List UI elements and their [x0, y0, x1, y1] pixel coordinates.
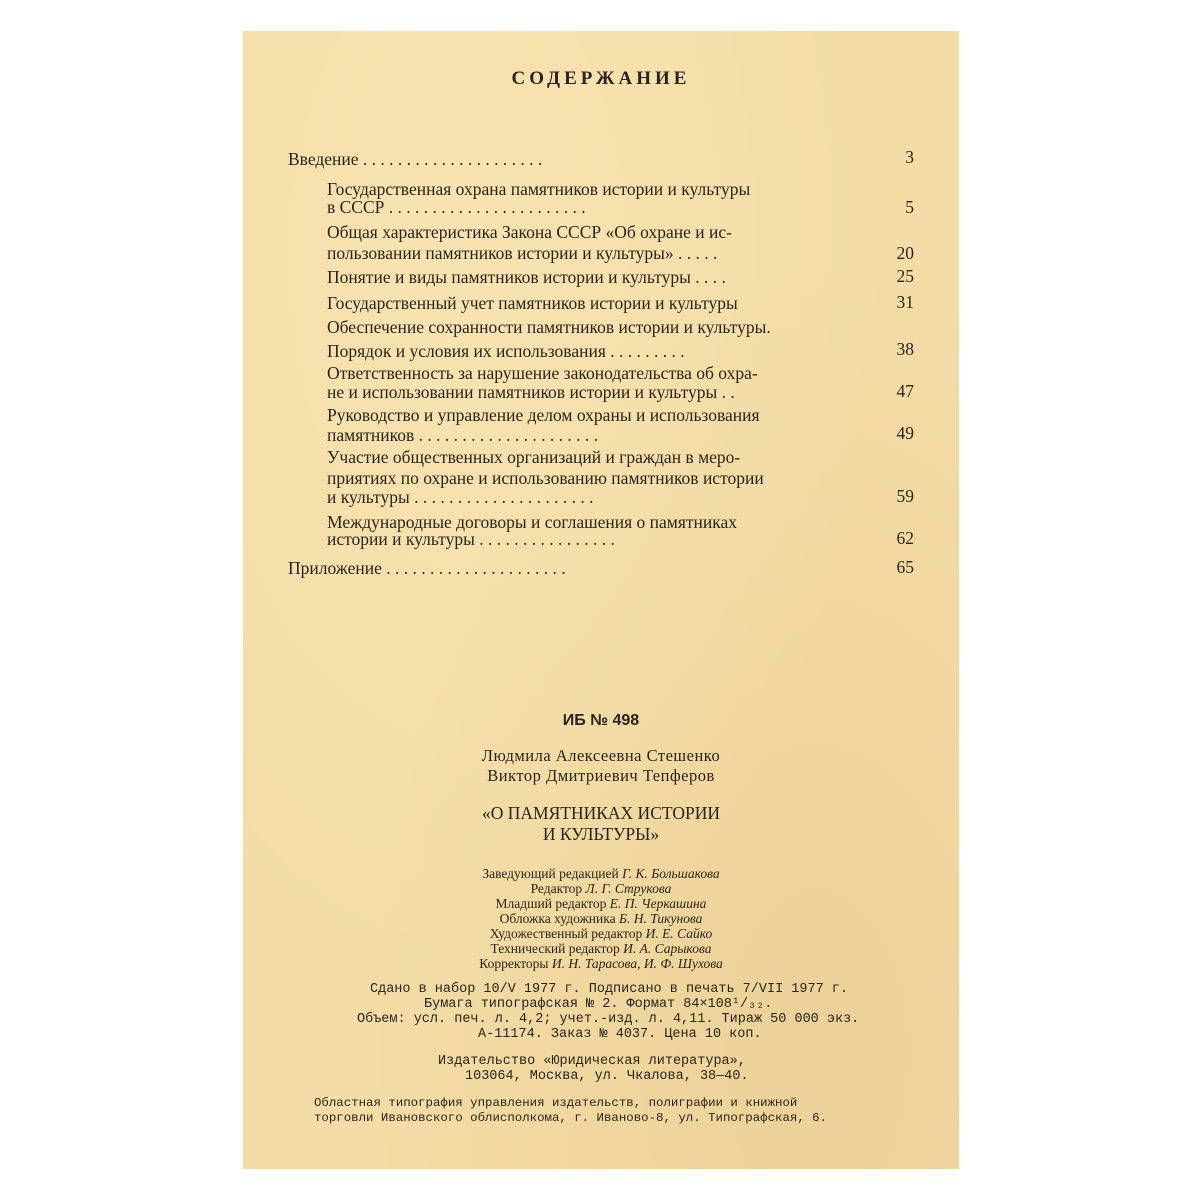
toc-page-number: 62 [896, 528, 914, 548]
toc-entry-text: пользовании памятников истории и культуры» . . . . . [327, 243, 718, 263]
credit-role: Обложка художника [499, 911, 616, 926]
toc-entry-text: не и использовании памятников истории и культуры . . [327, 382, 735, 402]
credit-line [243, 956, 959, 972]
toc-page-number: 65 [896, 557, 914, 577]
ib-number: ИБ № 498 [562, 712, 640, 729]
toc-entry-text: Государственная охрана памятников истории и культуры [327, 179, 751, 199]
toc-entry-text: истории и культуры . . . . . . . . . . . . . . . . [327, 529, 615, 549]
publisher-line: 103064, Москва, ул. Чкалова, 38—40. [465, 1069, 749, 1084]
publisher-line: Издательство «Юридическая литература», [438, 1054, 746, 1069]
credit-line [243, 866, 959, 882]
toc-entry-text: Участие общественных организаций и граждан в меро- [327, 447, 741, 467]
toc-page-number: 5 [905, 197, 914, 217]
print-info-line: Сдано в набор 10/V 1977 г. Подписано в печать 7/VII 1977 г. [370, 982, 848, 997]
toc-entry-text: Ответственность за нарушение законодательства об охра- [327, 363, 758, 383]
printer-line: Областная типография управления издательств, полиграфии и книжной [314, 1096, 798, 1110]
credit-name: И. А. Сарыкова [623, 941, 712, 956]
page-title: СОДЕРЖАНИЕ [511, 68, 691, 89]
print-info-line: Бумага типографская № 2. Формат 84×108¹/₃₂. [424, 997, 773, 1012]
credit-name: И. Н. Тарасова, И. Ф. Шухова [551, 956, 723, 971]
toc-page-number: 25 [896, 266, 914, 286]
credit-role: Младший редактор [495, 896, 607, 911]
toc-entry-introduction: Введение . . . . . . . . . . . . . . . . . . . . . [288, 149, 543, 169]
toc-page-number: 38 [896, 339, 914, 359]
credit-line [243, 911, 959, 927]
toc-entry-text: Государственный учет памятников истории и культуры [327, 293, 738, 313]
toc-page-number: 31 [896, 292, 914, 312]
toc-entry-text: Понятие и виды памятников истории и культуры . . . . [327, 267, 726, 287]
credit-name: Л. Г. Струкова [585, 881, 672, 896]
author-name: Людмила Алексеевна Стешенко [481, 746, 721, 765]
toc-entry-text: памятников . . . . . . . . . . . . . . . . . . . . . [327, 425, 599, 445]
credit-line [243, 896, 959, 912]
toc-page-number: 20 [896, 243, 914, 263]
credit-role: Корректоры [479, 956, 549, 971]
toc-entry-text: приятиях по охране и использованию памятников истории [327, 468, 764, 488]
toc-entry-text: Международные договоры и соглашения о памятниках [327, 512, 738, 532]
print-info-line: А-11174. Заказ № 4037. Цена 10 коп. [478, 1027, 762, 1042]
book-title-line: И КУЛЬТУРЫ» [542, 824, 660, 844]
toc-page-number: 49 [896, 423, 914, 443]
book-title-line: «О ПАМЯТНИКАХ ИСТОРИИ [482, 803, 720, 823]
credit-line [243, 926, 959, 942]
printer-line: торговли Ивановского облисполкома, г. Иваново-8, ул. Типографская, 6. [314, 1111, 828, 1125]
credit-role: Редактор [530, 881, 583, 896]
credit-role: Технический редактор [490, 941, 620, 956]
toc-entry-text: Общая характеристика Закона СССР «Об охране и ис- [327, 222, 732, 242]
print-info-line: Объем: усл. печ. л. 4,2; учет.-изд. л. 4,11. Тираж 50 000 экз. [357, 1012, 860, 1027]
credit-line [243, 941, 959, 957]
credit-role: Заведующий редакцией [482, 866, 619, 881]
toc-entry-appendix: Приложение . . . . . . . . . . . . . . . . . . . . . [288, 558, 566, 578]
credit-role: Художественный редактор [489, 926, 643, 941]
toc-entry-text: Руководство и управление делом охраны и использования [327, 405, 760, 425]
author-name: Виктор Дмитриевич Тепферов [487, 766, 715, 785]
toc-page-number: 59 [896, 486, 914, 506]
toc-entry-text: и культуры . . . . . . . . . . . . . . . . . . . . . [327, 487, 594, 507]
toc-entry-text: Порядок и условия их использования . . . . . . . . . [327, 341, 685, 361]
toc-entry-text: Обеспечение сохранности памятников истории и культуры. [327, 317, 771, 337]
toc-page-number: 3 [905, 147, 914, 167]
credit-name: Б. Н. Тикунова [618, 911, 703, 926]
toc-entry-text: в СССР . . . . . . . . . . . . . . . . . . . . . . . [327, 197, 586, 217]
credit-name: И. Е. Сайко [645, 926, 713, 941]
credit-name: Е. П. Черкашина [609, 896, 707, 911]
credit-name: Г. К. Большакова [622, 866, 720, 881]
toc-page-number: 47 [896, 381, 914, 401]
credit-line [243, 881, 959, 897]
